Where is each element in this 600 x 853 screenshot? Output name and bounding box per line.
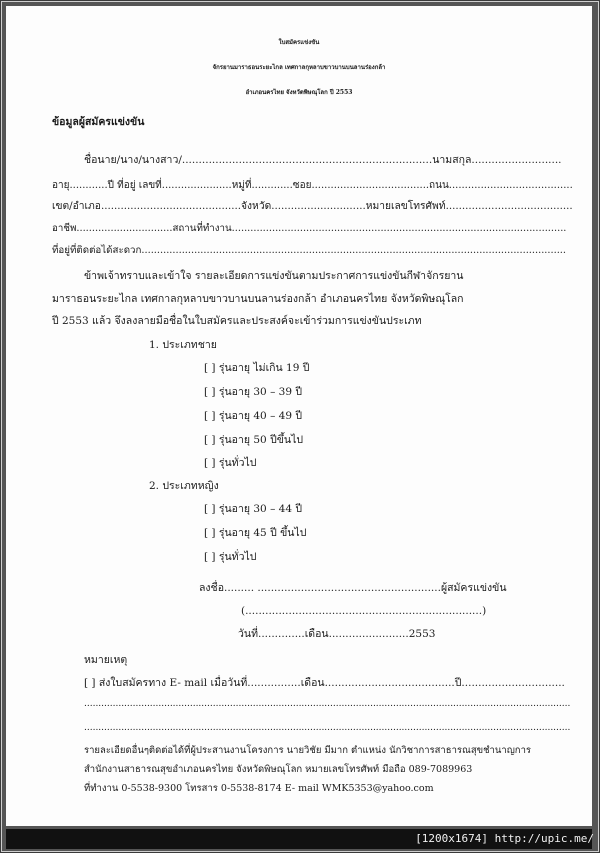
age-address-line: อายุ............ปี ที่อยู่ เลขที่......................หมู่ที่.............ซอย.....................................ถนน....................................... (52, 180, 573, 191)
signature-line: ลงชื่อ......... .......................................................ผู้สมัครแข่งขัน (199, 582, 507, 594)
male-option-under-19: [ ] รุ่นอายุ ไม่เกิน 19 ปี (204, 362, 310, 374)
male-option-40-49: [ ] รุ่นอายุ 40 – 49 ปี (204, 410, 303, 422)
application-form-page (6, 6, 592, 826)
district-phone-line: เขต/อำเภอ...........................................จังหวัด.............................หมายเลขโทรศัพท์....................................... (52, 200, 573, 212)
contact-info-line-1: รายละเอียดอื่นๆติดต่อได้ที่ผู้ประสานงานโครงการ นายวิชัย มีมาก ตำแหน่ง นักวิชาการสาธารณสุขชำนาญการ (84, 745, 532, 756)
occupation-line: อาชีพ...............................สถานที่ทำงาน............................................................................................................ (52, 223, 567, 234)
male-option-50-plus: [ ] รุ่นอายุ 50 ปีขึ้นไป (204, 434, 304, 446)
contact-info-line-3: ที่ทำงาน 0-5538-9300 โทรสาร 0-5538-8174 E- mail WMK5353@yahoo.com (84, 783, 434, 794)
applicant-section-title: ข้อมูลผู้สมัครแข่งขัน (52, 116, 145, 128)
signature-name-parentheses: (.......................................................................) (241, 605, 487, 617)
female-option-45-plus: [ ] รุ่นอายุ 45 ปี ขึ้นไป (204, 527, 307, 539)
notes-blank-line-2: .......................................................................................................................................................................... (84, 723, 571, 733)
female-option-open: [ ] รุ่นทั่วไป (204, 551, 257, 563)
notes-blank-line-1: .......................................................................................................................................................................... (84, 699, 571, 709)
male-option-30-39: [ ] รุ่นอายุ 30 – 39 ปี (204, 386, 303, 398)
notes-title: หมายเหตุ (84, 654, 128, 666)
female-category-heading: 2. ประเภทหญิง (149, 480, 219, 492)
male-option-open: [ ] รุ่นทั่วไป (204, 457, 257, 469)
email-submission-line: [ ] ส่งใบสมัครทาง E- mail เมื่อวันที่................เดือน.......................................ปี............................... (84, 677, 565, 689)
name-field-line: ชื่อนาย/นาง/นางสาว/...........................................................................นามสกุล........................... (84, 154, 562, 166)
declaration-line-2: มาราธอนระยะไกล เทศกาลกุหลาบขาวบานบนลานร่องกล้า อำเภอนครไทย จังหวัดพิษณุโลก (52, 293, 464, 305)
image-host-watermark: [1200x1674] http://upic.me/ (415, 832, 594, 845)
female-option-30-44: [ ] รุ่นอายุ 30 – 44 ปี (204, 503, 303, 515)
signature-date-line: วันที่..............เดือน........................2553 (238, 628, 436, 640)
event-name: จักรยานมาราธอนระยะไกล เทศกาลกุหลาบขาวบานบนลานร่องกล้า (212, 64, 386, 71)
event-location: อำเภอนครไทย จังหวัดพิษณุโลก ปี 2553 (245, 89, 353, 96)
form-title: ใบสมัครแข่งขัน (278, 39, 320, 46)
declaration-line-1: ข้าพเจ้าทราบและเข้าใจ รายละเอียดการแข่งขันตามประกาศการแข่งขันกีฬาจักรยาน (84, 270, 464, 282)
declaration-line-3: ปี 2553 แล้ว จึงลงลายมือชื่อในใบสมัครและประสงค์จะเข้าร่วมการแข่งขันประเภท (52, 315, 422, 327)
male-category-heading: 1. ประเภทชาย (149, 339, 217, 351)
contact-address-line: ที่อยู่ที่ติดต่อได้สะดวก......................................................................................................................................... (52, 245, 567, 256)
contact-info-line-2: สำนักงานสาธารณสุขอำเภอนครไทย จังหวัดพิษณุโลก หมายเลขโทรศัพท์ มือถือ 089-7089963 (84, 764, 473, 775)
